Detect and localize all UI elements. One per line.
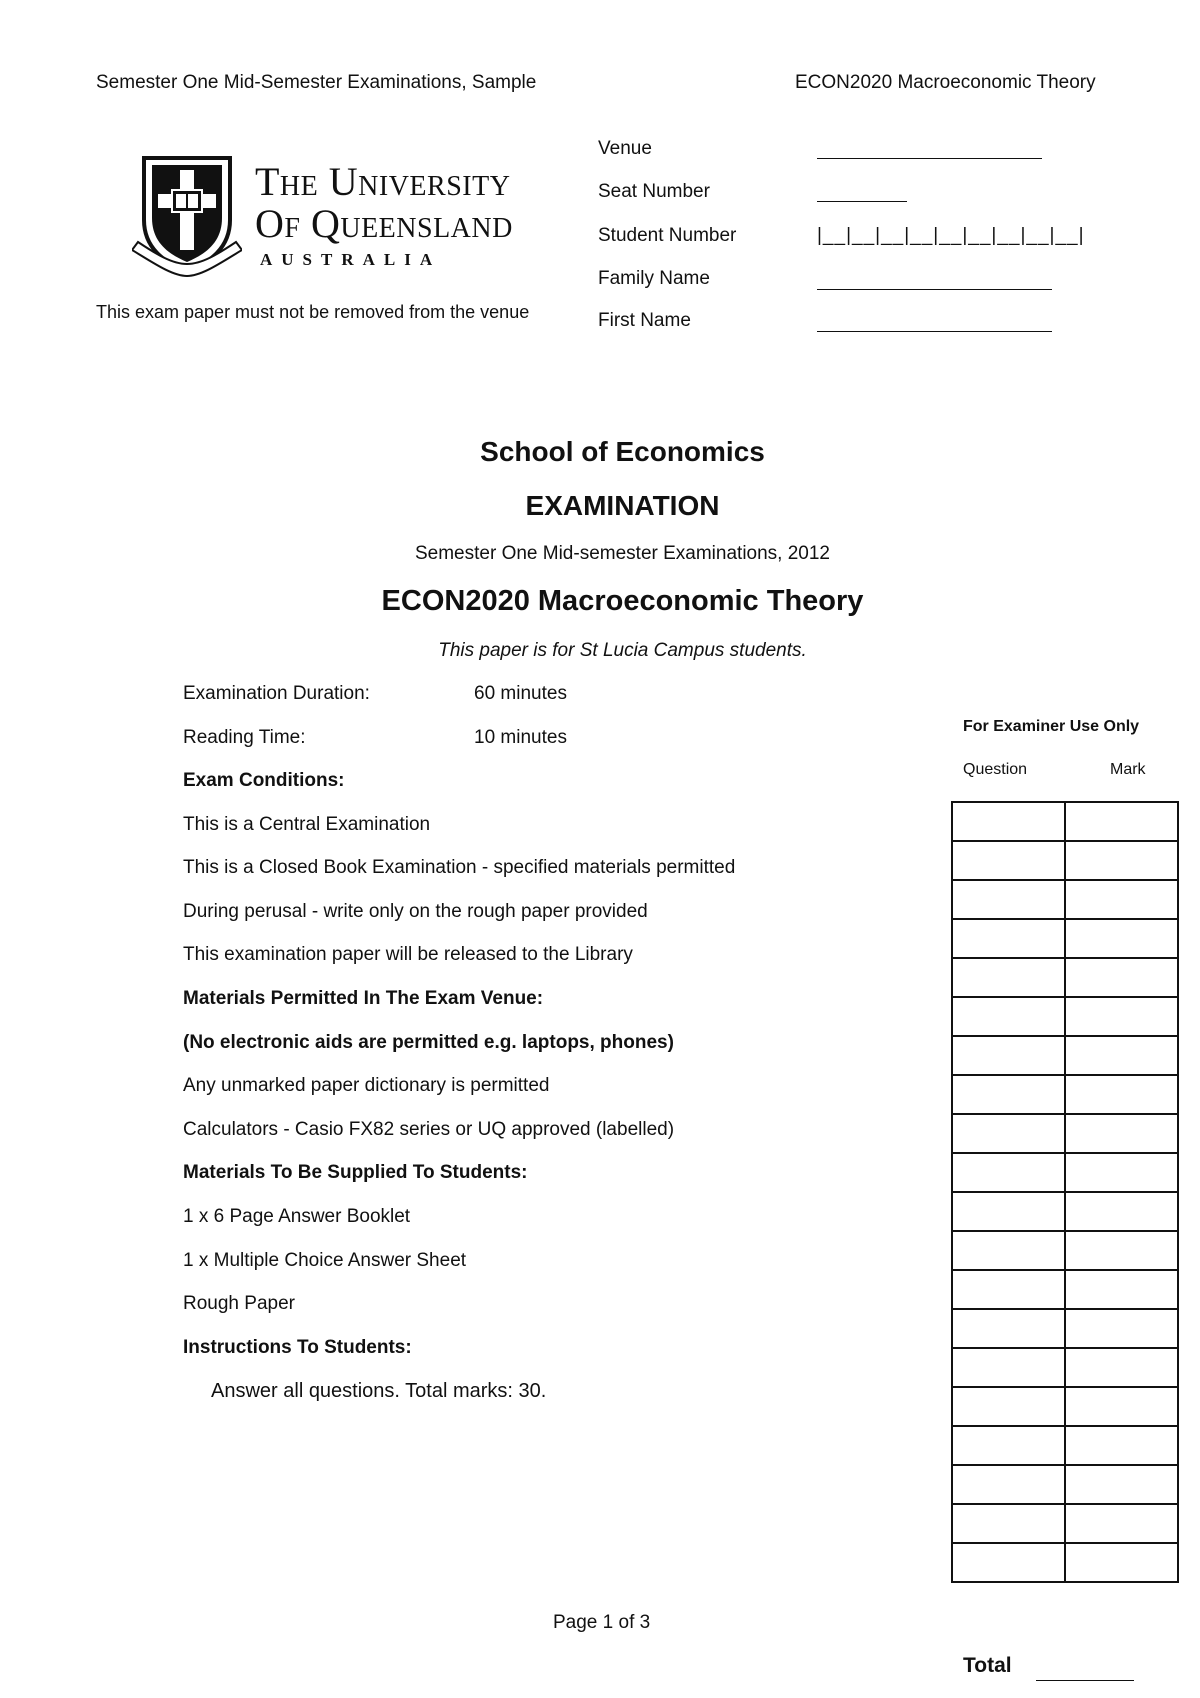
marks-row	[952, 1504, 1178, 1543]
question-cell[interactable]	[952, 1075, 1065, 1114]
supplied-item: Rough Paper	[183, 1293, 295, 1314]
marks-row	[952, 1309, 1178, 1348]
marks-row	[952, 880, 1178, 919]
mark-cell[interactable]	[1065, 919, 1178, 958]
question-cell[interactable]	[952, 1348, 1065, 1387]
condition-item: This is a Central Examination	[183, 814, 431, 835]
family-name-label: Family Name	[598, 268, 710, 289]
mark-cell[interactable]	[1065, 958, 1178, 997]
marks-row	[952, 841, 1178, 880]
family-name-field[interactable]	[817, 289, 1052, 290]
materials-heading: Materials Permitted In The Exam Venue:	[183, 988, 544, 1009]
question-cell[interactable]	[952, 1309, 1065, 1348]
mark-cell[interactable]	[1065, 1270, 1178, 1309]
mark-column-label: Mark	[1110, 761, 1146, 778]
uq-logo	[140, 150, 560, 280]
question-cell[interactable]	[952, 1387, 1065, 1426]
marks-row	[952, 1231, 1178, 1270]
mark-cell[interactable]	[1065, 1075, 1178, 1114]
mark-cell[interactable]	[1065, 997, 1178, 1036]
mark-cell[interactable]	[1065, 1153, 1178, 1192]
first-name-label: First Name	[598, 310, 691, 331]
mark-cell[interactable]	[1065, 1114, 1178, 1153]
question-cell[interactable]	[952, 802, 1065, 841]
question-cell[interactable]	[952, 1543, 1065, 1582]
removal-notice: This exam paper must not be removed from the venue	[96, 302, 530, 322]
seat-number-label: Seat Number	[598, 181, 710, 202]
marks-row	[952, 1036, 1178, 1075]
instruction-item: Answer all questions. Total marks: 30.	[211, 1380, 547, 1402]
question-cell[interactable]	[952, 1036, 1065, 1075]
reading-time-value: 10 minutes	[474, 727, 567, 748]
marks-row	[952, 1348, 1178, 1387]
semester-line: Semester One Mid-semester Examinations, 2012	[414, 543, 830, 564]
question-cell[interactable]	[952, 1231, 1065, 1270]
question-cell[interactable]	[952, 841, 1065, 880]
marks-row	[952, 958, 1178, 997]
question-cell[interactable]	[952, 958, 1065, 997]
question-cell[interactable]	[952, 880, 1065, 919]
mark-cell[interactable]	[1065, 1387, 1178, 1426]
seat-number-field[interactable]	[817, 201, 907, 202]
mark-cell[interactable]	[1065, 1504, 1178, 1543]
marks-row	[952, 1270, 1178, 1309]
mark-cell[interactable]	[1065, 1192, 1178, 1231]
materials-item: Calculators - Casio FX82 series or UQ approved (labelled)	[183, 1119, 675, 1140]
school-title: School of Economics	[480, 436, 765, 467]
marks-row	[952, 997, 1178, 1036]
mark-cell[interactable]	[1065, 1426, 1178, 1465]
examiner-heading: For Examiner Use Only	[963, 718, 1140, 735]
question-cell[interactable]	[952, 1153, 1065, 1192]
mark-cell[interactable]	[1065, 1543, 1178, 1582]
mark-cell[interactable]	[1065, 1036, 1178, 1075]
question-cell[interactable]	[952, 1192, 1065, 1231]
duration-value: 60 minutes	[474, 683, 567, 704]
mark-cell[interactable]	[1065, 880, 1178, 919]
materials-note: (No electronic aids are permitted e.g. laptops, phones)	[183, 1032, 674, 1053]
total-field[interactable]	[1036, 1680, 1134, 1681]
marks-row	[952, 1114, 1178, 1153]
question-cell[interactable]	[952, 1465, 1065, 1504]
question-cell[interactable]	[952, 1114, 1065, 1153]
exam-title: EXAMINATION	[525, 490, 720, 521]
question-cell[interactable]	[952, 1270, 1065, 1309]
supplied-heading: Materials To Be Supplied To Students:	[183, 1162, 528, 1183]
mark-cell[interactable]	[1065, 1348, 1178, 1387]
question-cell[interactable]	[952, 1504, 1065, 1543]
student-number-label: Student Number	[598, 225, 737, 246]
mark-cell[interactable]	[1065, 802, 1178, 841]
condition-item: This examination paper will be released to the Library	[183, 944, 633, 965]
venue-label: Venue	[598, 138, 652, 159]
marks-table	[951, 801, 1179, 1583]
instructions-heading: Instructions To Students:	[183, 1337, 412, 1358]
marks-row	[952, 1153, 1178, 1192]
question-cell[interactable]	[952, 919, 1065, 958]
supplied-item: 1 x Multiple Choice Answer Sheet	[183, 1250, 467, 1271]
header-left: Semester One Mid-Semester Examinations, Sample	[96, 72, 537, 93]
mark-cell[interactable]	[1065, 1465, 1178, 1504]
question-column-label: Question	[963, 761, 1028, 778]
duration-label: Examination Duration:	[183, 683, 370, 704]
page-number: Page 1 of 3	[553, 1612, 651, 1633]
reading-time-label: Reading Time:	[183, 727, 306, 748]
supplied-item: 1 x 6 Page Answer Booklet	[183, 1206, 411, 1227]
marks-row	[952, 1465, 1178, 1504]
first-name-field[interactable]	[817, 331, 1052, 332]
total-label: Total	[963, 1654, 1012, 1677]
marks-row	[952, 1075, 1178, 1114]
mark-cell[interactable]	[1065, 1309, 1178, 1348]
logo-line-1: The University	[255, 159, 511, 204]
marks-row	[952, 1192, 1178, 1231]
marks-row	[952, 919, 1178, 958]
logo-line-2: Of Queensland	[255, 201, 513, 246]
marks-row	[952, 1387, 1178, 1426]
marks-row	[952, 1543, 1178, 1582]
materials-item: Any unmarked paper dictionary is permitted	[183, 1075, 550, 1096]
question-cell[interactable]	[952, 1426, 1065, 1465]
mark-cell[interactable]	[1065, 1231, 1178, 1270]
uq-crest-icon	[132, 150, 242, 280]
venue-field[interactable]	[817, 158, 1042, 159]
condition-item: This is a Closed Book Examination - specified materials permitted	[183, 857, 736, 878]
mark-cell[interactable]	[1065, 841, 1178, 880]
marks-row	[952, 802, 1178, 841]
campus-note: This paper is for St Lucia Campus students.	[438, 640, 807, 661]
marks-row	[952, 1426, 1178, 1465]
condition-item: During perusal - write only on the rough paper provided	[183, 901, 648, 922]
question-cell[interactable]	[952, 997, 1065, 1036]
conditions-heading: Exam Conditions:	[183, 770, 345, 791]
header-right: ECON2020 Macroeconomic Theory	[795, 72, 1096, 93]
student-number-field[interactable]: |__|__|__|__|__|__|__|__|__|	[817, 225, 1085, 246]
logo-line-3: AUSTRALIA	[260, 250, 442, 269]
course-title: ECON2020 Macroeconomic Theory	[381, 585, 864, 617]
